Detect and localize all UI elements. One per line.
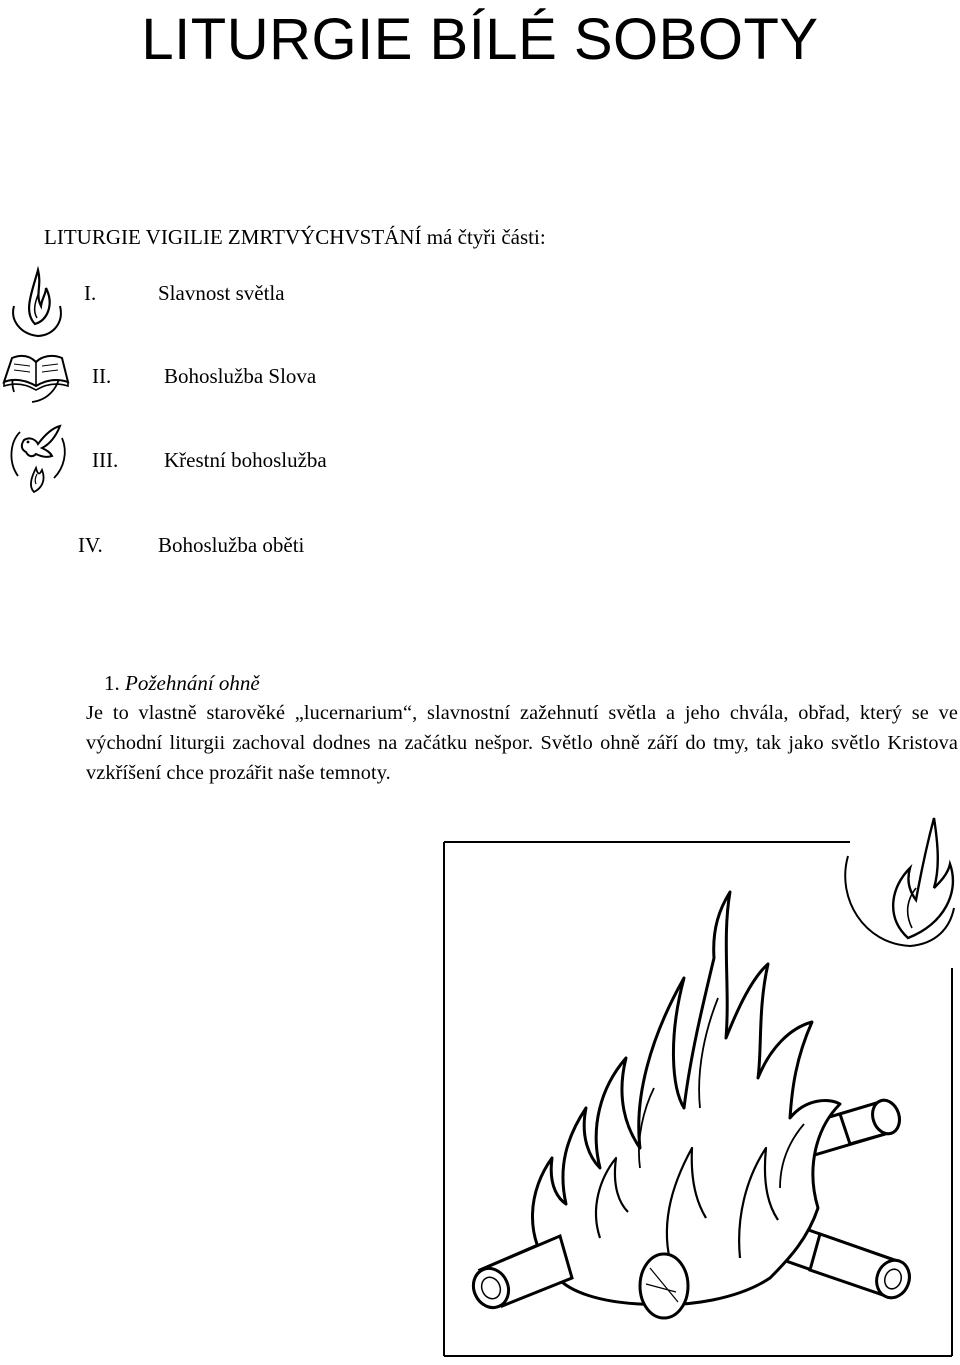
part-number: II. xyxy=(92,364,112,388)
section-name: Požehnání ohně xyxy=(125,671,260,695)
page-title: LITURGIE BÍLÉ SOBOTY xyxy=(141,7,819,72)
flame-icon xyxy=(8,262,66,345)
section-number: 1. xyxy=(104,671,120,695)
flames xyxy=(532,892,840,1305)
flame-icon xyxy=(845,818,954,946)
section-paragraph: Je to vlastně starověké „lucernarium“, slavnostní zažehnutí světla a jeho chvála, obřad, který se ve východní liturgii zachoval dodnes na začátku nešpor. Světlo ohně září do tmy, tak jako světlo Kristova vzkříšení chce prozářit naše temnoty. xyxy=(86,702,958,784)
intro-line xyxy=(44,224,546,250)
intro-lead: LITURGIE VIGILIE ZMRTVÝCHVSTÁNÍ xyxy=(44,225,422,249)
part-label: Slavnost světla xyxy=(158,281,285,305)
part-label: Bohoslužba oběti xyxy=(158,533,305,557)
part-label: Bohoslužba Slova xyxy=(164,364,317,388)
part-number: IV. xyxy=(78,533,103,557)
section-heading xyxy=(104,670,260,696)
open-book-icon xyxy=(0,344,72,411)
campfire-illustration xyxy=(440,808,960,1365)
part-number: I. xyxy=(84,281,97,305)
intro-rest: má čtyři části: xyxy=(421,225,546,249)
part-label: Křestní bohoslužba xyxy=(164,448,327,472)
part-number: III. xyxy=(92,448,119,472)
dove-icon xyxy=(6,418,70,499)
